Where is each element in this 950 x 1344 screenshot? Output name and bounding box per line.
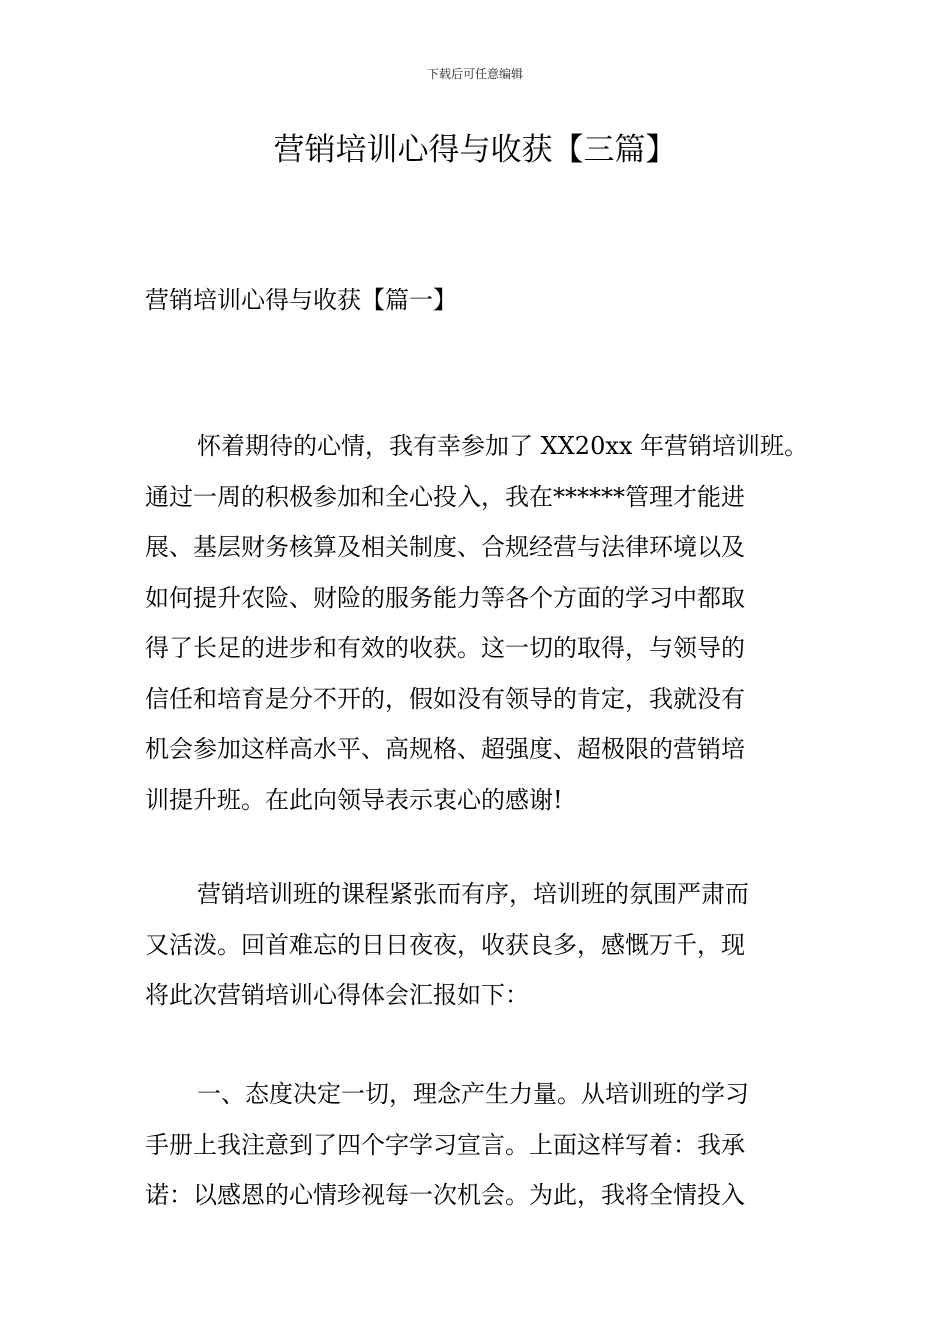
paragraph-line: 得了长足的进步和有效的收获。这一切的取得，与领导的	[145, 634, 745, 662]
paragraph-2	[145, 869, 815, 1021]
paragraph-3	[145, 1069, 815, 1221]
paragraph-line: 信任和培育是分不开的，假如没有领导的肯定，我就没有	[145, 684, 745, 713]
paragraph-line: 怀着期待的心情，我有幸参加了 XX20xx 年营销培训班。	[197, 432, 809, 460]
paragraph-1	[145, 421, 815, 825]
paragraph-line: 营销培训班的课程紧张而有序，培训班的氛围严肃而	[197, 880, 749, 908]
paragraph-line: 训提升班。在此向领导表示衷心的感谢!	[145, 785, 563, 814]
paragraph-line: 将此次营销培训心得体会汇报如下：	[145, 981, 529, 1009]
paragraph-line: 诺：以感恩的心情珍视每一次机会。为此，我将全情投入	[145, 1181, 745, 1209]
document-title: 营销培训心得与收获【三篇】	[273, 132, 677, 168]
header-note: 下载后可任意编辑	[426, 67, 523, 81]
paragraph-line: 展、基层财务核算及相关制度、合规经营与法律环境以及	[145, 533, 745, 561]
paragraph-line: 如何提升农险、财险的服务能力等各个方面的学习中都取	[145, 583, 745, 612]
paragraph-line: 手册上我注意到了四个字学习宣言。上面这样写着：我承	[145, 1130, 745, 1159]
paragraph-line: 通过一周的积极参加和全心投入，我在******管理才能进	[145, 482, 745, 511]
paragraph-line: 机会参加这样高水平、高规格、超强度、超极限的营销培	[145, 735, 745, 763]
paragraph-line: 一、态度决定一切，理念产生力量。从培训班的学习	[197, 1080, 749, 1108]
section-heading: 营销培训心得与收获【篇一】	[145, 286, 457, 314]
paragraph-line: 又活泼。回首难忘的日日夜夜，收获良多，感慨万千，现	[145, 930, 745, 959]
